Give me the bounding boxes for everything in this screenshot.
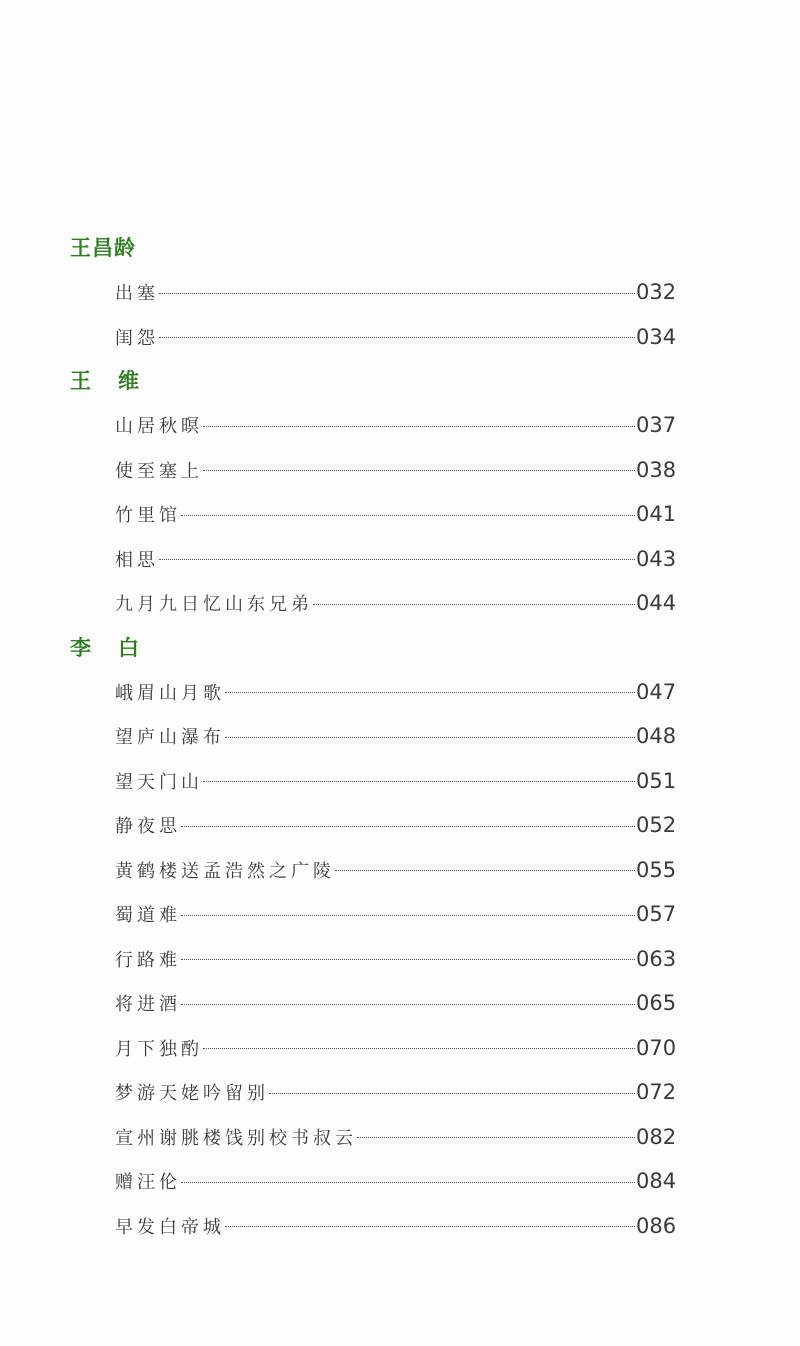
toc-entry[interactable]	[0, 315, 800, 360]
poem-title: 黄鹤楼送孟浩然之广陵	[115, 860, 335, 882]
table-of-contents	[0, 226, 800, 1248]
poem-title: 赠汪伦	[115, 1172, 181, 1194]
poem-title: 望天门山	[115, 771, 203, 793]
toc-entry[interactable]	[0, 1070, 800, 1115]
author-name: 李	[70, 635, 92, 660]
page-number: 034	[636, 324, 677, 349]
dot-leader	[181, 959, 635, 960]
page-number: 082	[636, 1124, 677, 1149]
dot-leader	[159, 559, 635, 560]
dot-leader	[225, 692, 635, 693]
dot-leader	[159, 293, 635, 294]
page-number: 084	[636, 1169, 677, 1194]
author-name: 白	[118, 635, 140, 660]
page-number: 048	[636, 724, 677, 749]
page-number: 041	[636, 502, 677, 527]
page-number: 051	[636, 768, 677, 793]
toc-entry[interactable]	[0, 403, 800, 448]
dot-leader	[181, 515, 635, 516]
toc-entry[interactable]	[0, 714, 800, 759]
dot-leader	[181, 826, 635, 827]
poem-title: 竹里馆	[115, 505, 181, 527]
toc-entry[interactable]	[0, 981, 800, 1026]
toc-entry[interactable]	[0, 848, 800, 893]
poem-title: 使至塞上	[115, 460, 203, 482]
toc-entry[interactable]	[0, 581, 800, 626]
toc-entry[interactable]	[0, 448, 800, 493]
poem-title: 月下独酌	[115, 1038, 203, 1060]
toc-entry[interactable]	[0, 537, 800, 582]
dot-leader	[203, 781, 635, 782]
author-heading	[0, 359, 800, 403]
author-name: 王昌龄	[70, 236, 136, 260]
dot-leader	[181, 1004, 635, 1005]
poem-title: 将进酒	[115, 994, 181, 1016]
poem-title: 行路难	[115, 949, 181, 971]
poem-title: 相思	[115, 549, 159, 571]
page-number: 043	[636, 546, 677, 571]
dot-leader	[357, 1137, 635, 1138]
poem-title: 梦游天姥吟留别	[115, 1083, 269, 1105]
toc-entry[interactable]	[0, 937, 800, 982]
dot-leader	[181, 915, 635, 916]
poem-title: 出塞	[115, 283, 159, 305]
poem-title: 闺怨	[115, 327, 159, 349]
page-number: 057	[636, 902, 677, 927]
toc-entry[interactable]	[0, 803, 800, 848]
author-name: 王	[70, 369, 92, 393]
poem-title: 静夜思	[115, 816, 181, 838]
toc-entry[interactable]	[0, 670, 800, 715]
page-number: 037	[636, 413, 677, 438]
dot-leader	[159, 337, 635, 338]
author-heading	[0, 626, 800, 670]
page-number: 086	[636, 1213, 677, 1238]
toc-entry[interactable]	[0, 270, 800, 315]
toc-entry[interactable]	[0, 1204, 800, 1249]
dot-leader	[203, 426, 635, 427]
poem-title: 蜀道难	[115, 905, 181, 927]
author-name: 维	[118, 369, 140, 393]
toc-entry[interactable]	[0, 492, 800, 537]
page-number: 065	[636, 991, 677, 1016]
page-number: 038	[636, 457, 677, 482]
poem-title: 九月九日忆山东兄弟	[115, 594, 313, 616]
poem-title: 峨眉山月歌	[115, 682, 225, 704]
page-number: 070	[636, 1035, 677, 1060]
dot-leader	[269, 1093, 635, 1094]
dot-leader	[203, 470, 635, 471]
page-number: 072	[636, 1080, 677, 1105]
poem-title: 山居秋暝	[115, 416, 203, 438]
dot-leader	[335, 870, 635, 871]
page-number: 063	[636, 946, 677, 971]
page-number: 032	[636, 280, 677, 305]
poem-title: 宣州谢朓楼饯别校书叔云	[115, 1127, 357, 1149]
page-number: 044	[636, 591, 677, 616]
dot-leader	[181, 1182, 635, 1183]
poem-title: 早发白帝城	[115, 1216, 225, 1238]
page-number: 047	[636, 679, 677, 704]
toc-entry[interactable]	[0, 1026, 800, 1071]
dot-leader	[203, 1048, 635, 1049]
dot-leader	[313, 604, 635, 605]
page-number: 052	[636, 813, 677, 838]
author-heading	[0, 226, 800, 270]
toc-entry[interactable]	[0, 892, 800, 937]
toc-entry[interactable]	[0, 1115, 800, 1160]
dot-leader	[225, 737, 635, 738]
poem-title: 望庐山瀑布	[115, 727, 225, 749]
toc-entry[interactable]	[0, 1159, 800, 1204]
page-number: 055	[636, 857, 677, 882]
toc-entry[interactable]	[0, 759, 800, 804]
dot-leader	[225, 1226, 635, 1227]
